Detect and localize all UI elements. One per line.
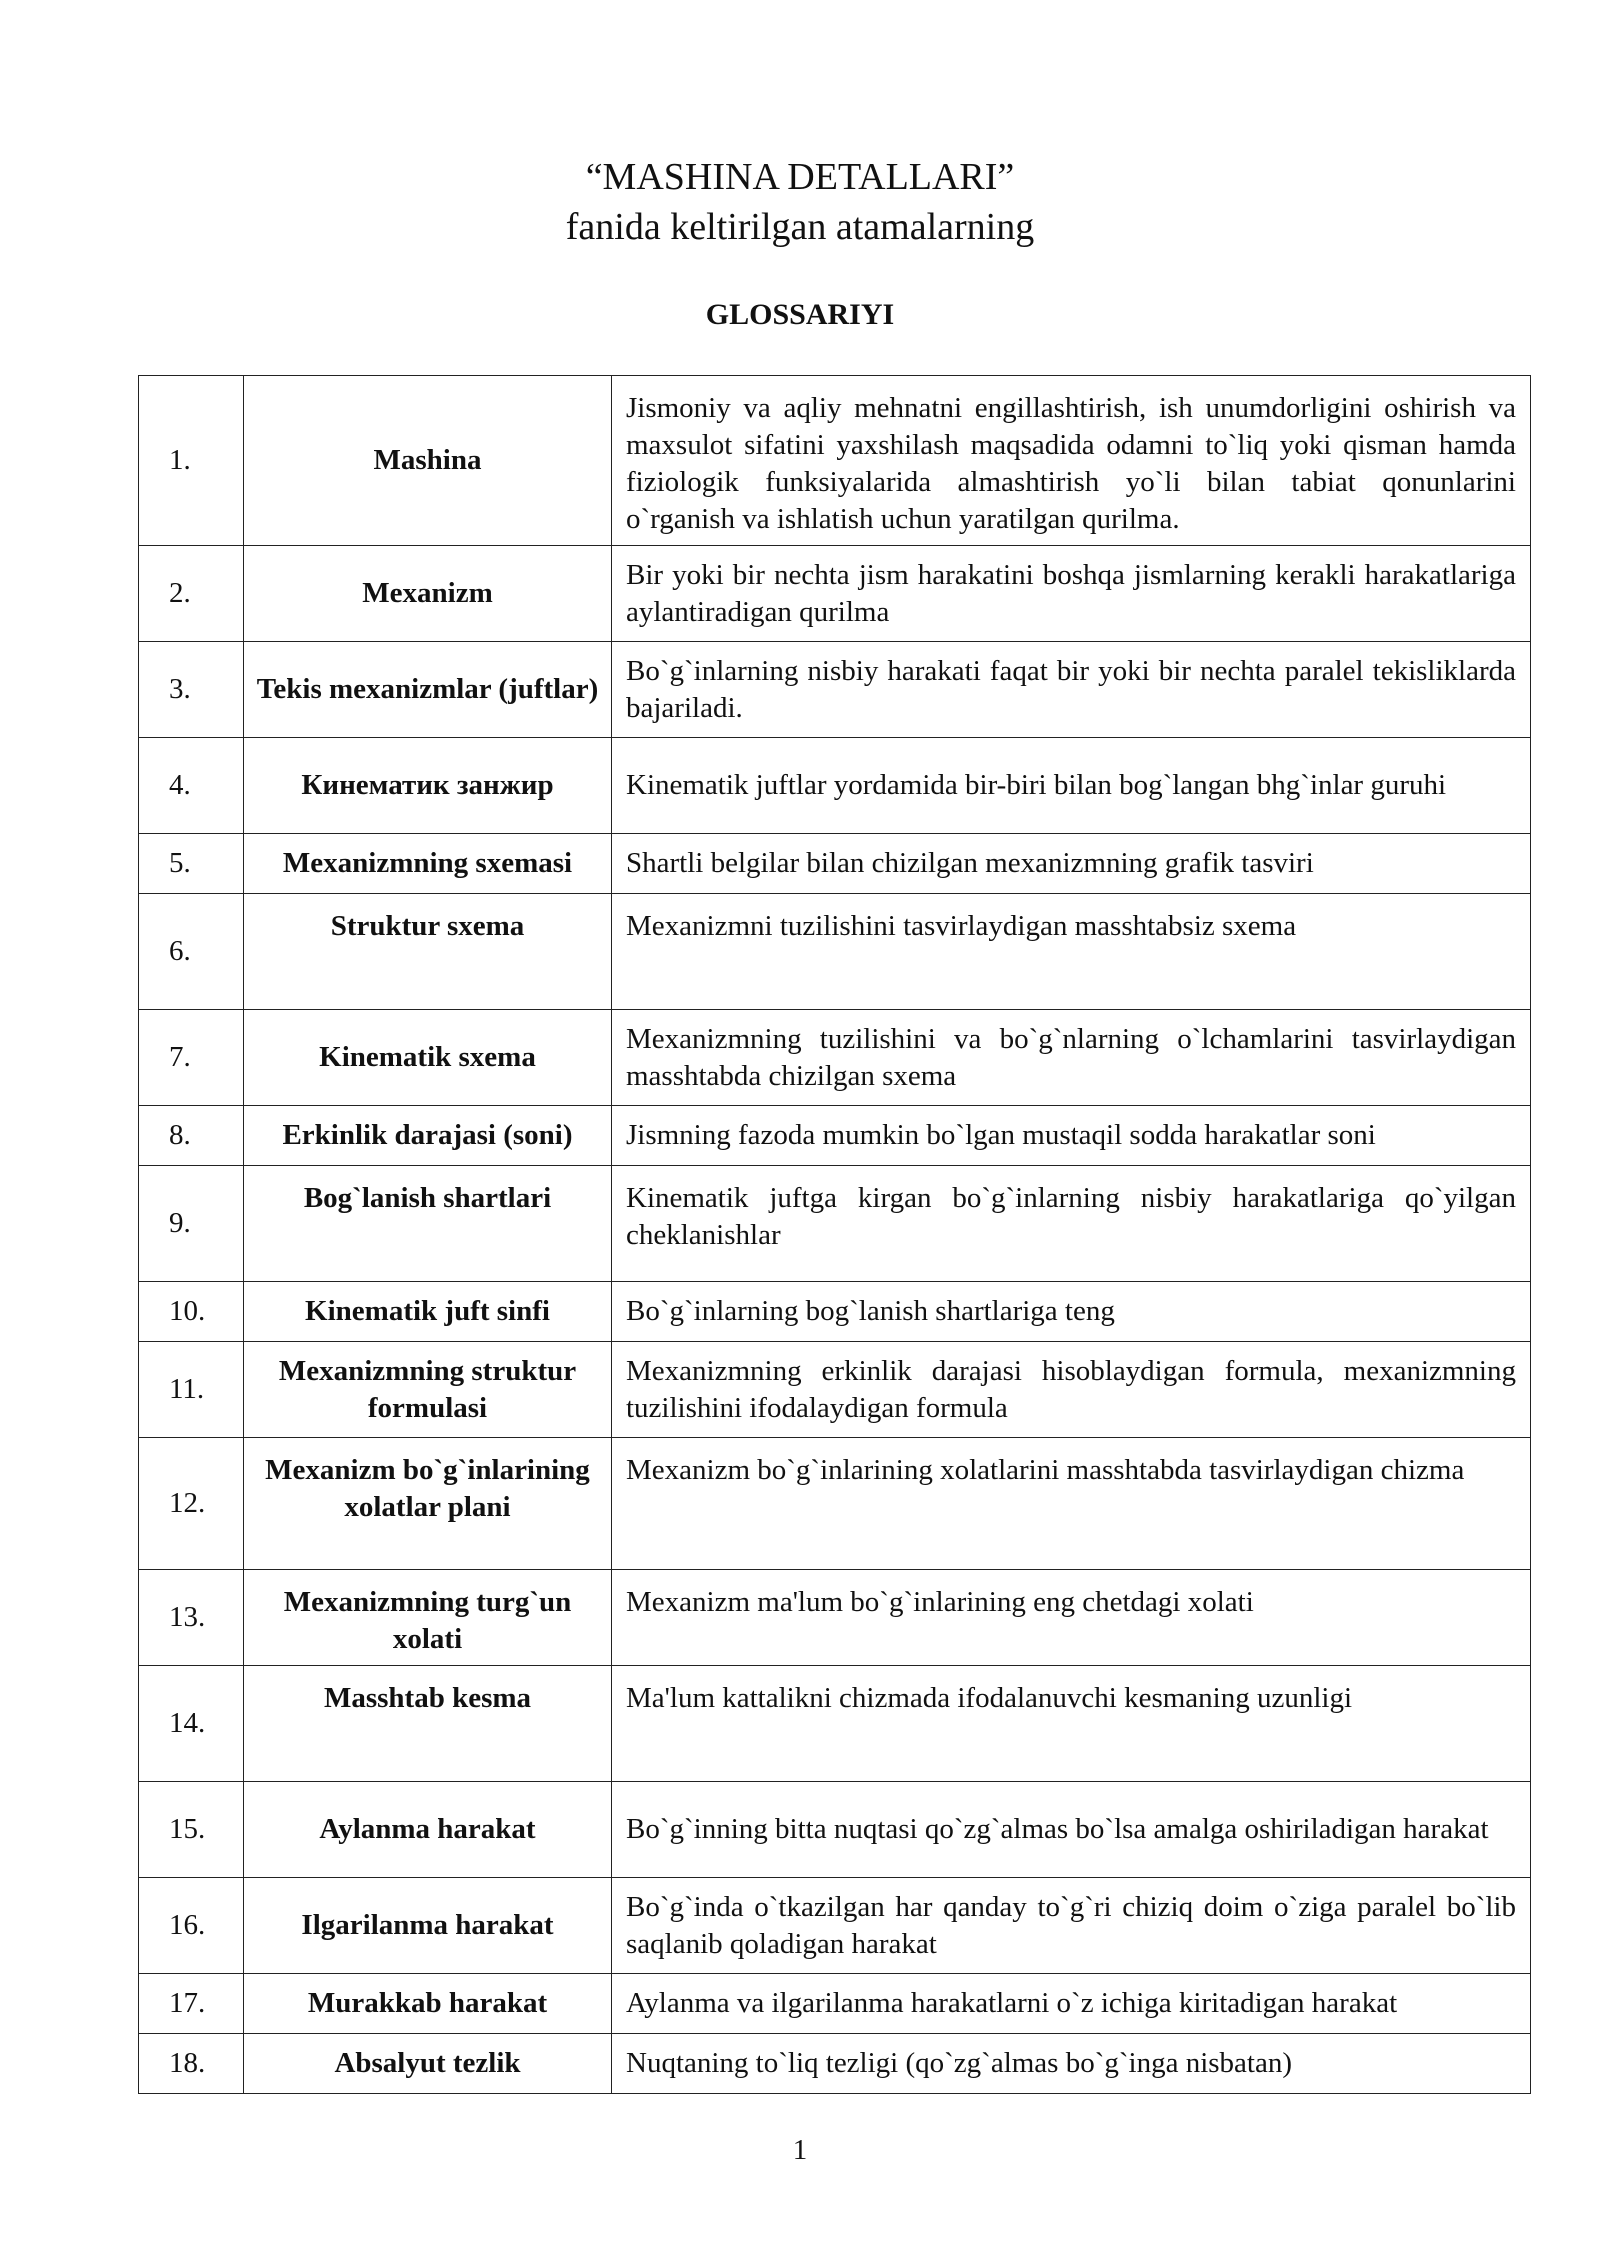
row-number: 1. [139, 376, 244, 546]
glossary-definition: Bir yoki bir nechta jism harakatini boshqa jismlarning kerakli harakatlariga aylantiradigan qurilma [612, 546, 1531, 642]
glossary-definition: Mexanizmning tuzilishini va bo`g`nlarning o`lchamlarini tasvirlaydigan masshtabda chizilgan sxema [612, 1010, 1531, 1106]
glossary-definition: Mexanizmni tuzilishini tasvirlaydigan masshtabsiz sxema [612, 894, 1531, 1010]
row-number: 15. [139, 1782, 244, 1878]
glossary-term: Ilgarilanma harakat [244, 1878, 612, 1974]
glossary-term: Absalyut tezlik [244, 2034, 612, 2094]
table-row [139, 1342, 1531, 1438]
table-row [139, 738, 1531, 834]
row-number: 14. [139, 1666, 244, 1782]
row-number: 10. [139, 1282, 244, 1342]
glossary-term: Erkinlik darajasi (soni) [244, 1106, 612, 1166]
glossary-term: Mexanizmning turg`un xolati [244, 1570, 612, 1666]
glossary-term: Tekis mexanizmlar (juftlar) [244, 642, 612, 738]
glossary-definition: Mexanizm ma'lum bo`g`inlarining eng chetdagi xolati [612, 1570, 1531, 1666]
glossary-definition: Shartli belgilar bilan chizilgan mexanizmning grafik tasviri [612, 834, 1531, 894]
glossary-definition: Bo`g`inda o`tkazilgan har qanday to`g`ri chiziq doim o`ziga paralel bo`lib saqlanib qoladigan harakat [612, 1878, 1531, 1974]
glossary-definition: Bo`g`inlarning bog`lanish shartlariga teng [612, 1282, 1531, 1342]
table-row [139, 1438, 1531, 1570]
row-number: 7. [139, 1010, 244, 1106]
table-row [139, 1782, 1531, 1878]
table-row [139, 1282, 1531, 1342]
row-number: 8. [139, 1106, 244, 1166]
glossary-term: Kinematik sxema [244, 1010, 612, 1106]
glossary-term: Struktur sxema [244, 894, 612, 1010]
row-number: 2. [139, 546, 244, 642]
glossary-definition: Bo`g`inning bitta nuqtasi qo`zg`almas bo`lsa amalga oshiriladigan harakat [612, 1782, 1531, 1878]
table-row [139, 1166, 1531, 1282]
glossary-definition: Kinematik juftlar yordamida bir-biri bilan bog`langan bhg`inlar guruhi [612, 738, 1531, 834]
row-number: 3. [139, 642, 244, 738]
table-row [139, 1878, 1531, 1974]
table-row [139, 834, 1531, 894]
table-row [139, 1974, 1531, 2034]
glossary-term: Mexanizm [244, 546, 612, 642]
glossary-definition: Aylanma va ilgarilanma harakatlarni o`z ichiga kiritadigan harakat [612, 1974, 1531, 2034]
row-number: 12. [139, 1438, 244, 1570]
row-number: 9. [139, 1166, 244, 1282]
document-title-line2: fanida keltirilgan atamalarning [565, 206, 1035, 248]
page-number: 1 [792, 2134, 808, 2166]
glossary-definition: Nuqtaning to`liq tezligi (qo`zg`almas bo`g`inga nisbatan) [612, 2034, 1531, 2094]
table-row [139, 376, 1531, 546]
row-number: 16. [139, 1878, 244, 1974]
row-number: 11. [139, 1342, 244, 1438]
table-row [139, 1666, 1531, 1782]
glossary-term: Masshtab kesma [244, 1666, 612, 1782]
glossary-term: Mashina [244, 376, 612, 546]
row-number: 6. [139, 894, 244, 1010]
row-number: 4. [139, 738, 244, 834]
glossary-heading: GLOSSARIYI [705, 298, 895, 331]
table-row [139, 1570, 1531, 1666]
glossary-definition: Mexanizm bo`g`inlarining xolatlarini masshtabda tasvirlaydigan chizma [612, 1438, 1531, 1570]
table-row [139, 642, 1531, 738]
row-number: 17. [139, 1974, 244, 2034]
glossary-definition: Ma'lum kattalikni chizmada ifodalanuvchi kesmaning uzunligi [612, 1666, 1531, 1782]
glossary-term: Mexanizm bo`g`inlarining xolatlar plani [244, 1438, 612, 1570]
document-title: “MASHINA DETALLARI” [585, 156, 1015, 198]
glossary-term: Mexanizmning sxemasi [244, 834, 612, 894]
glossary-definition: Bo`g`inlarning nisbiy harakati faqat bir yoki bir nechta paralel tekisliklarda bajariladi. [612, 642, 1531, 738]
table-row [139, 546, 1531, 642]
glossary-term: Murakkab harakat [244, 1974, 612, 2034]
table-row [139, 2034, 1531, 2094]
glossary-definition: Jismning fazoda mumkin bo`lgan mustaqil sodda harakatlar soni [612, 1106, 1531, 1166]
glossary-table [138, 375, 1531, 2094]
table-row [139, 1010, 1531, 1106]
glossary-definition: Mexanizmning erkinlik darajasi hisoblaydigan formula, mexanizmning tuzilishini ifodalaydigan formula [612, 1342, 1531, 1438]
glossary-term: Bog`lanish shartlari [244, 1166, 612, 1282]
glossary-term: Кинематик занжир [244, 738, 612, 834]
glossary-definition: Jismoniy va aqliy mehnatni engillashtirish, ish unumdorligini oshirish va maxsulot sifatini yaxshilash maqsadida odamni to`liq yoki qisman hamda fiziologik funksiyalarida almashtirish yo`li bilan tabiat qonunlarini o`rganish va ishlatish uchun yaratilgan qurilma. [612, 376, 1531, 546]
row-number: 5. [139, 834, 244, 894]
glossary-term: Mexanizmning struktur formulasi [244, 1342, 612, 1438]
glossary-term: Aylanma harakat [244, 1782, 612, 1878]
row-number: 13. [139, 1570, 244, 1666]
row-number: 18. [139, 2034, 244, 2094]
glossary-term: Kinematik juft sinfi [244, 1282, 612, 1342]
glossary-definition: Kinematik juftga kirgan bo`g`inlarning nisbiy harakatlariga qo`yilgan cheklanishlar [612, 1166, 1531, 1282]
table-row [139, 894, 1531, 1010]
table-row [139, 1106, 1531, 1166]
